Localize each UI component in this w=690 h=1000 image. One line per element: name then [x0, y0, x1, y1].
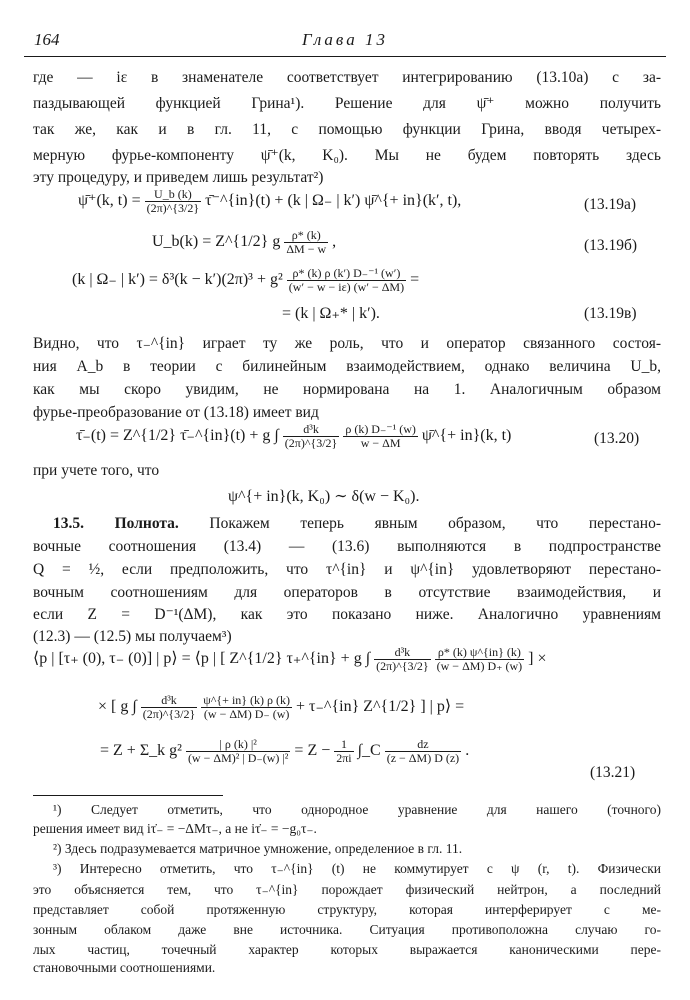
- footnote-3-line: представляет собой протяженную структуру, которая интерферирует с ме-: [33, 902, 661, 917]
- eq-lhs: ⟨p | [τ₊ (0), τ₋ (0)] | p⟩ = ⟨p | [ Z^{1/2} τ₊^{in} + g ∫: [33, 650, 371, 668]
- frac-num: dz: [385, 738, 461, 752]
- equation-13-20: [76, 423, 511, 450]
- frac-den: (2π)^{3/2}: [284, 436, 338, 450]
- frac-den: (2π)^{3/2}: [376, 659, 429, 673]
- eq-fraction: [284, 229, 328, 256]
- equation-number: (13.19в): [584, 305, 637, 322]
- equation-number: (13.19б): [584, 237, 638, 254]
- eq-fraction: [145, 188, 202, 215]
- eq-lhs: U_b(k) = Z^{1/2} g: [152, 233, 281, 251]
- equation-13-19a: [78, 188, 461, 215]
- frac-num: d³k: [283, 423, 340, 437]
- eq-fraction: [141, 694, 198, 721]
- frac-num: ψ^{+ in} (k) ρ (k): [203, 693, 291, 707]
- frac-num: ρ* (k) ρ (k′) D₋⁻¹ (w′): [287, 267, 406, 281]
- frac-num: 1: [334, 738, 353, 752]
- frac-den: 2πi: [336, 751, 352, 765]
- frac-num: | ρ (k) |²: [186, 738, 290, 752]
- text-line: (12.3) — (12.5) мы получаем³): [33, 628, 232, 645]
- equation-13-21-line3: [100, 738, 469, 765]
- text-line: ния A_b в теории с билинейным взаимодействием, однако величина U_b,: [33, 358, 661, 375]
- equation-13-19b: [152, 229, 336, 256]
- equation-13-19c-line2: = (k | Ω₊* | k′).: [282, 305, 380, 322]
- frac-den: (w − ΔM)² | D₋(w) |²: [187, 751, 289, 765]
- eq-rhs: τ̄⁻^{in}(t) + (k | Ω₋ | k′) ψ̄^{+ in}(k′, t),: [205, 192, 462, 210]
- eq-lhs: = Z + Σ_k g²: [100, 742, 182, 760]
- eq-lhs: ψ̄⁺(k, t) =: [78, 192, 141, 210]
- eq-end: + τ₋^{in} Z^{1/2} ] | p⟩ =: [296, 698, 465, 716]
- equation-13-21-line1: [33, 646, 546, 673]
- footnote-1-line: [33, 800, 661, 820]
- text-line: фурье-преобразование от (13.18) имеет вид: [33, 404, 319, 421]
- footnote-3-line: [33, 859, 661, 879]
- footnote-rule: [33, 795, 223, 796]
- frac-num: d³k: [141, 694, 198, 708]
- eq-end: ] ×: [528, 650, 547, 668]
- frac-num: U_b (k): [145, 188, 202, 202]
- eq-lhs: (k | Ω₋ | k′) = δ³(k − k′)(2π)³ + g²: [72, 271, 283, 289]
- eq-rhs: =: [410, 271, 420, 289]
- text-line: паздывающей функцией Грина¹). Решение для ψ̄⁺ можно получить: [33, 95, 661, 112]
- section-title: 13.5. Полнота.: [53, 515, 179, 532]
- eq-rhs: ,: [332, 233, 337, 251]
- eq-fraction: [201, 694, 292, 721]
- eq-fraction: [334, 738, 353, 765]
- footnote-text: ¹) Следует отметить, что однородное уравнение для нашего (точного): [53, 802, 661, 817]
- footnote-1-line: решения имеет вид iτ̇₋ = −ΔMτ₋, а не iτ̇₋ = −g₀τ₋.: [33, 821, 317, 836]
- frac-num: ρ* (k) ψ^{in} (k): [435, 646, 524, 660]
- text-line: Q = ½, если предположить, что τ^{in} и ψ^{in} удовлетворяют перестано-: [33, 561, 661, 578]
- eq-lhs: × [ g ∫: [98, 698, 137, 716]
- equation-psi-delta: ψ^{+ in}(k, K₀) ∼ δ(w − K₀).: [228, 488, 420, 505]
- frac-den: (w − ΔM) D₊ (w): [436, 659, 523, 673]
- frac-den: (2π)^{3/2}: [146, 201, 200, 215]
- text-line: где — iε в знаменателе соответствует интегрированию (13.10а) с за-: [33, 69, 661, 86]
- text-line: если Z = D⁻¹(ΔM), как это показано ниже. Аналогично уравнениям: [33, 606, 661, 623]
- footnote-3-line: становочными соотношениями.: [33, 960, 216, 975]
- text-line: мерную фурье-компоненту ψ̄⁺(k, K₀). Мы не будем повторять здесь: [33, 147, 661, 164]
- equation-number: (13.21): [590, 764, 636, 781]
- eq-fraction: [374, 646, 431, 673]
- frac-num: ρ* (k): [284, 229, 328, 243]
- frac-den: (w′ − w − iε) (w′ − ΔM): [288, 280, 405, 294]
- section-text: Покажем теперь явным образом, что перестано-: [209, 515, 662, 532]
- section-first-line: [33, 513, 661, 536]
- equation-number: (13.20): [594, 430, 640, 447]
- equation-number: (13.19а): [584, 196, 637, 213]
- text-line: эту процедуру, и приведем лишь результат²): [33, 169, 324, 186]
- header-rule: [24, 56, 666, 57]
- text-line: при учете того, что: [33, 462, 160, 479]
- footnote-3-line: это объясняется тем, что τ₋^{in} порождает физический нейтрон, а последний: [33, 882, 661, 897]
- chapter-title: Глава 13: [302, 30, 388, 49]
- eq-end: .: [465, 742, 470, 760]
- eq-fraction: [385, 738, 461, 765]
- footnote-3-line: зонным облаком даже вне источника. Ситуация противоположна случаю го-: [33, 922, 661, 937]
- eq-fraction: [283, 423, 340, 450]
- frac-num: ρ (k) D₋⁻¹ (w): [345, 422, 416, 436]
- footnote-text: ²) Здесь подразумевается матричное умножение, определениое в гл. 11.: [53, 841, 463, 856]
- eq-fraction: [435, 646, 524, 673]
- equation-13-21-line2: [98, 694, 464, 721]
- text-line: вочным соотношениям для операторов в отсутствие взаимодействия, и: [33, 584, 661, 601]
- equation-13-19c: [72, 267, 419, 294]
- frac-den: (z − ΔM) D (z): [386, 751, 460, 765]
- text-line: Видно, что τ₋^{in} играет ту же роль, что и оператор связанного состоя-: [33, 335, 661, 352]
- contour-integral: ∫_C: [357, 742, 381, 760]
- eq-rhs: ψ̄^{+ in}(k, t): [421, 427, 512, 445]
- frac-den: (w − ΔM) D₋ (w): [203, 707, 290, 721]
- footnote-2-line: [33, 839, 661, 859]
- text-line: так же, как и в гл. 11, с помощью функции Грина, вводя четырех-: [33, 121, 661, 138]
- text-line: как мы скоро увидим, не нормирована на 1. Аналогичным образом: [33, 381, 661, 398]
- frac-den: ΔM − w: [286, 242, 327, 256]
- frac-num: d³k: [374, 646, 431, 660]
- eq-fraction: [186, 738, 290, 765]
- text-line: вочные соотношения (13.4) — (13.6) выполняются в подпространстве: [33, 538, 661, 555]
- eq-lhs: τ̄₋(t) = Z^{1/2} τ̄₋^{in}(t) + g ∫: [76, 427, 279, 445]
- running-header: [24, 30, 666, 56]
- eq-fraction: [287, 267, 406, 294]
- eq-mid: = Z −: [294, 742, 331, 760]
- frac-den: (2π)^{3/2}: [142, 707, 196, 721]
- page-number: 164: [34, 30, 60, 49]
- footnote-text: ³) Интересно отметить, что τ₋^{in} (t) не коммутирует с ψ (r, t). Физически: [53, 861, 661, 876]
- eq-fraction: [343, 423, 418, 450]
- footnote-3-line: лых частиц, точечный характер которых выражается каноническими пере-: [33, 942, 661, 957]
- frac-den: w − ΔM: [360, 436, 401, 450]
